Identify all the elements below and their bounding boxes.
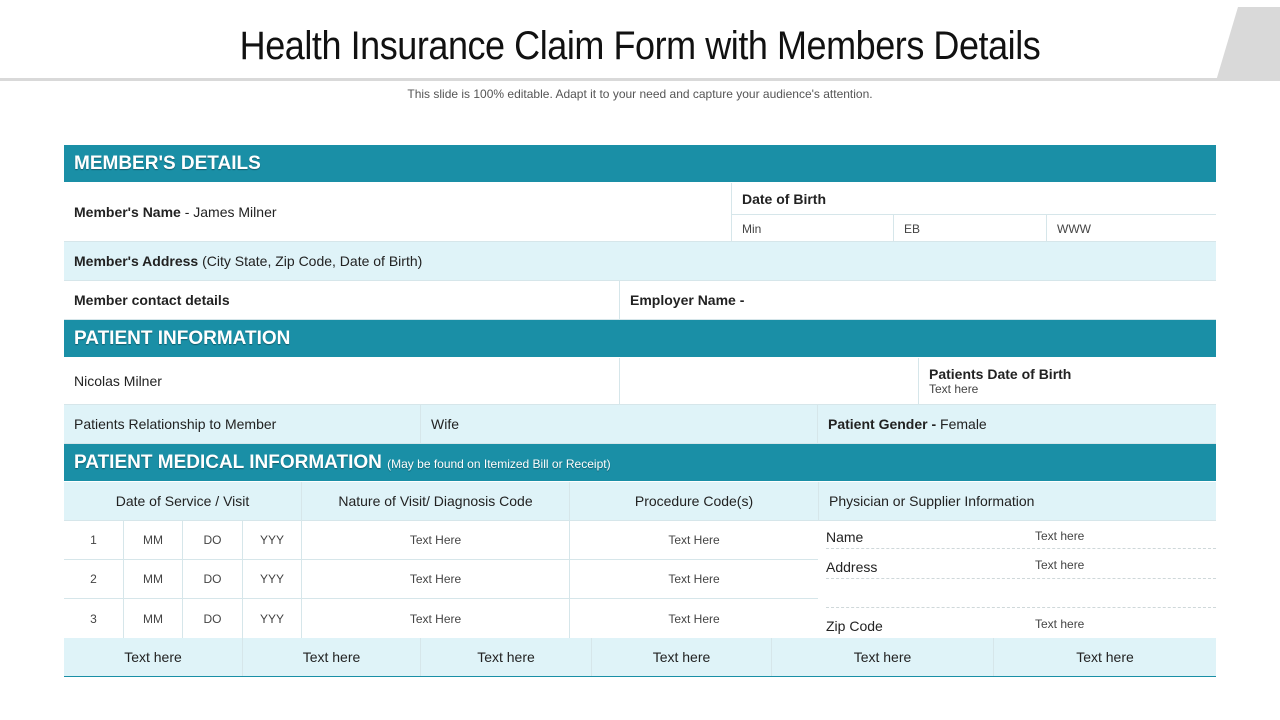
- footer-cell-2[interactable]: Text here: [242, 638, 420, 676]
- row-nature[interactable]: Text Here: [301, 599, 569, 638]
- row-number: 1: [90, 533, 97, 547]
- medical-columns-row: [64, 482, 1216, 521]
- relationship-value: Wife: [431, 416, 459, 432]
- physician-name-value: Text here: [1035, 529, 1085, 543]
- patient-blank-cell[interactable]: [619, 358, 918, 404]
- physician-panel: [818, 521, 1216, 638]
- member-contact-label: Member contact details: [74, 292, 230, 308]
- table-row: [64, 521, 818, 560]
- row-year[interactable]: YYY: [242, 521, 301, 559]
- row-month[interactable]: MM: [123, 599, 182, 638]
- patient-dob-value: Text here: [929, 382, 979, 396]
- relationship-value-cell[interactable]: [420, 405, 817, 443]
- dob-label-cell: [731, 183, 1216, 215]
- corner-decoration: [1216, 7, 1280, 81]
- medical-header-title: PATIENT MEDICAL INFORMATION: [74, 452, 382, 473]
- patient-name-row: [64, 358, 1216, 405]
- patient-gender-label: Patient Gender -: [828, 416, 937, 432]
- row-procedure[interactable]: Text Here: [569, 599, 818, 638]
- row-number: 3: [90, 611, 97, 626]
- page-title: Health Insurance Claim Form with Members Details: [239, 24, 1041, 68]
- member-address-label: Member's Address: [74, 253, 199, 269]
- row-nature[interactable]: Text Here: [301, 560, 569, 598]
- medical-information-header: [64, 444, 1216, 482]
- member-dob-label: Date of Birth: [742, 190, 826, 207]
- members-details-header: MEMBER'S DETAILS: [64, 145, 1216, 183]
- row-day[interactable]: DO: [182, 599, 242, 638]
- table-row: [64, 599, 818, 638]
- footer-cell-6[interactable]: Text here: [993, 638, 1216, 676]
- member-contact-cell[interactable]: [64, 281, 619, 319]
- member-name-row: [64, 183, 1216, 242]
- row-number: 2: [90, 572, 97, 586]
- row-day[interactable]: DO: [182, 521, 242, 559]
- patient-dob-label: Patients Date of Birth: [929, 366, 1072, 382]
- relationship-label-cell: [64, 405, 420, 443]
- physician-name-label: Name: [826, 529, 864, 545]
- footer-row: [64, 638, 1216, 677]
- row-procedure[interactable]: Text Here: [569, 560, 818, 598]
- row-nature[interactable]: Text Here: [301, 521, 569, 559]
- row-day[interactable]: DO: [182, 560, 242, 598]
- physician-address-line-2[interactable]: [826, 578, 1216, 608]
- patient-name-value: Nicolas Milner: [74, 373, 162, 389]
- medical-rows-block: [64, 521, 1216, 638]
- physician-address-value: Text here: [1035, 558, 1085, 572]
- col-nature-of-visit: Nature of Visit/ Diagnosis Code: [301, 482, 569, 520]
- physician-address-line[interactable]: [826, 548, 1216, 579]
- patient-name-cell[interactable]: [64, 358, 619, 404]
- row-month[interactable]: MM: [123, 521, 182, 559]
- footer-cell-3[interactable]: Text here: [420, 638, 591, 676]
- physician-zip-value: Text here: [1035, 617, 1085, 631]
- patient-dob-cell[interactable]: [918, 358, 1216, 404]
- member-name-value: - James Milner: [184, 204, 277, 220]
- physician-zip-line[interactable]: [826, 607, 1216, 638]
- member-address-hint: (City State, Zip Code, Date of Birth): [202, 253, 423, 269]
- col-physician-info: Physician or Supplier Information: [818, 482, 1216, 520]
- physician-name-line[interactable]: [826, 521, 1216, 549]
- col-date-of-service: Date of Service / Visit: [115, 493, 250, 509]
- member-contact-row: [64, 281, 1216, 320]
- col-procedure-codes: Procedure Code(s): [569, 482, 818, 520]
- physician-address-label: Address: [826, 559, 878, 575]
- row-year[interactable]: YYY: [242, 599, 301, 638]
- member-address-cell[interactable]: [64, 242, 1216, 280]
- footer-cell-1[interactable]: Text here: [124, 649, 182, 665]
- table-row: [64, 560, 818, 599]
- title-underline: [0, 78, 1224, 81]
- employer-name-label: Employer Name -: [630, 292, 745, 308]
- patient-relationship-row: [64, 405, 1216, 444]
- page-subtitle: This slide is 100% editable. Adapt it to your need and capture your audience's attention.: [407, 87, 873, 101]
- footer-cell-5[interactable]: Text here: [771, 638, 993, 676]
- claim-form: [64, 145, 1216, 677]
- patient-gender-cell[interactable]: [817, 405, 1216, 443]
- dob-field-1[interactable]: Min: [731, 215, 893, 242]
- employer-name-cell[interactable]: [619, 281, 1216, 319]
- dob-field-3[interactable]: WWW: [1046, 215, 1216, 242]
- member-address-row: [64, 242, 1216, 281]
- physician-zip-label: Zip Code: [826, 618, 883, 634]
- patient-information-header: PATIENT INFORMATION: [64, 320, 1216, 358]
- relationship-label: Patients Relationship to Member: [74, 416, 277, 432]
- dob-field-2[interactable]: EB: [893, 215, 1046, 242]
- member-name-label: Member's Name: [74, 204, 181, 220]
- footer-cell-4[interactable]: Text here: [591, 638, 771, 676]
- patient-gender-value: Female: [940, 416, 987, 432]
- row-month[interactable]: MM: [123, 560, 182, 598]
- medical-header-note: (May be found on Itemized Bill or Receipt): [387, 457, 611, 471]
- row-year[interactable]: YYY: [242, 560, 301, 598]
- row-procedure[interactable]: Text Here: [569, 521, 818, 559]
- member-name-cell[interactable]: [64, 183, 731, 241]
